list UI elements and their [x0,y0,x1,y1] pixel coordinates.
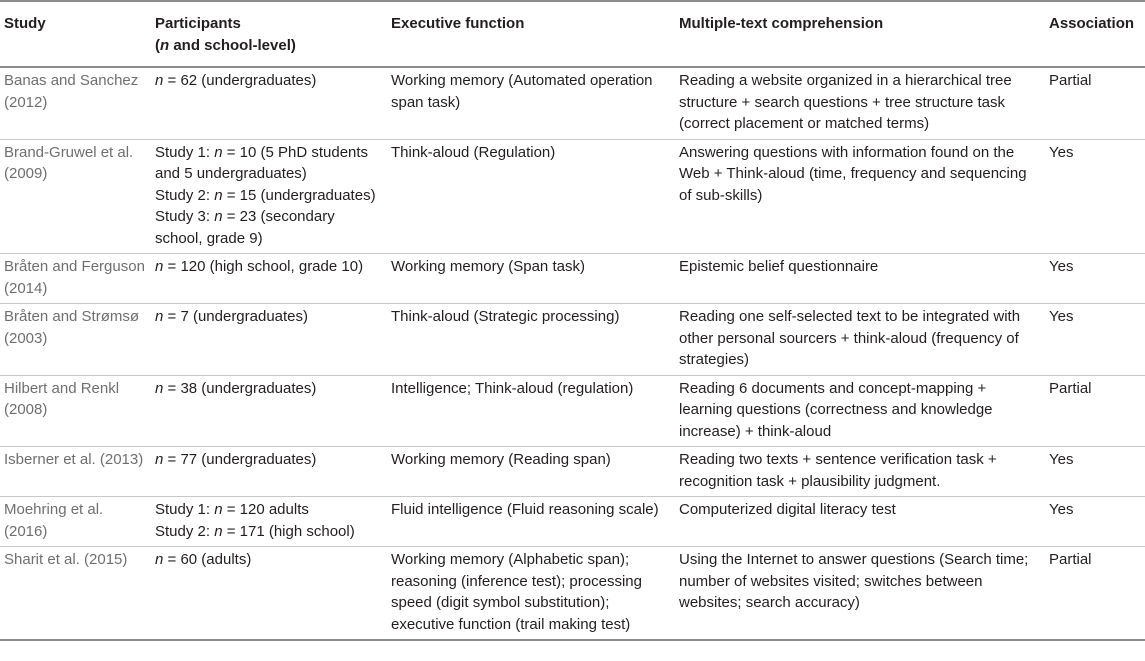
header-participants [151,1,387,67]
cell-executive-function: Working memory (Reading span) [387,447,675,497]
participants-line: Study 1: n = 120 adults [155,501,309,518]
cell-association: Yes [1045,497,1145,547]
table-row [0,139,1145,254]
cell-participants [151,139,387,254]
participants-line: Study 3: n = 23 (secondary school, grade 9) [155,208,335,247]
cell-participants: n = 120 (high school, grade 10) [151,254,387,304]
cell-comprehension: Epistemic belief questionnaire [675,254,1045,304]
cell-executive-function: Think-aloud (Strategic processing) [387,304,675,376]
cell-participants: n = 60 (adults) [151,547,387,641]
table-row [0,67,1145,139]
cell-comprehension: Reading 6 documents and concept-mapping + learning questions (correctness and knowledge increase) + think-aloud [675,375,1045,447]
header-study: Study [0,1,151,67]
header-executive-function: Executive function [387,1,675,67]
cell-association: Yes [1045,139,1145,254]
table-row [0,304,1145,376]
header-comprehension: Multiple-text comprehension [675,1,1045,67]
cell-association: Partial [1045,375,1145,447]
cell-executive-function: Fluid intelligence (Fluid reasoning scale) [387,497,675,547]
table-row [0,547,1145,641]
cell-executive-function: Working memory (Span task) [387,254,675,304]
cell-study: Brand-Gruwel et al. (2009) [0,139,151,254]
cell-participants: n = 77 (undergraduates) [151,447,387,497]
header-association: Association [1045,1,1145,67]
cell-study: Isberner et al. (2013) [0,447,151,497]
table-row [0,497,1145,547]
participants-line: Study 1: n = 10 (5 PhD students and 5 undergraduates) [155,143,369,182]
participants-line: Study 2: n = 171 (high school) [155,522,355,540]
table-header-row [0,1,1145,67]
cell-study: Moehring et al. (2016) [0,497,151,547]
header-participants-subtitle: (n and school-level) [155,36,296,54]
cell-participants: n = 7 (undergraduates) [151,304,387,376]
participants-line: Study 2: n = 15 (undergraduates) [155,186,376,204]
table-row [0,375,1145,447]
cell-executive-function: Working memory (Alphabetic span); reasoning (inference test); processing speed (digit symbol substitution); executive function (trail making test) [387,547,675,641]
cell-association: Partial [1045,547,1145,641]
cell-association: Yes [1045,254,1145,304]
cell-comprehension: Reading two texts + sentence verification task + recognition task + plausibility judgment. [675,447,1045,497]
cell-study: Hilbert and Renkl (2008) [0,375,151,447]
table-body [0,67,1145,640]
cell-comprehension: Reading one self-selected text to be integrated with other personal sourcers + think-aloud (frequency of strategies) [675,304,1045,376]
cell-association: Partial [1045,67,1145,139]
cell-association: Yes [1045,447,1145,497]
cell-study: Banas and Sanchez (2012) [0,67,151,139]
header-participants-title: Participants [155,15,241,32]
cell-participants [151,497,387,547]
cell-study: Sharit et al. (2015) [0,547,151,641]
cell-comprehension: Computerized digital literacy test [675,497,1045,547]
table-row [0,447,1145,497]
table-row [0,254,1145,304]
cell-comprehension: Reading a website organized in a hierarchical tree structure + search questions + tree structure task (correct placement or matched terms) [675,67,1045,139]
cell-executive-function: Intelligence; Think-aloud (regulation) [387,375,675,447]
cell-participants: n = 62 (undergraduates) [151,67,387,139]
cell-participants: n = 38 (undergraduates) [151,375,387,447]
cell-study: Bråten and Strømsø (2003) [0,304,151,376]
cell-association: Yes [1045,304,1145,376]
cell-comprehension: Answering questions with information found on the Web + Think-aloud (time, frequency and sequencing of sub-skills) [675,139,1045,254]
cell-comprehension: Using the Internet to answer questions (Search time; number of websites visited; switches between websites; search accuracy) [675,547,1045,641]
cell-executive-function: Working memory (Automated operation span task) [387,67,675,139]
cell-study: Bråten and Ferguson (2014) [0,254,151,304]
cell-executive-function: Think-aloud (Regulation) [387,139,675,254]
